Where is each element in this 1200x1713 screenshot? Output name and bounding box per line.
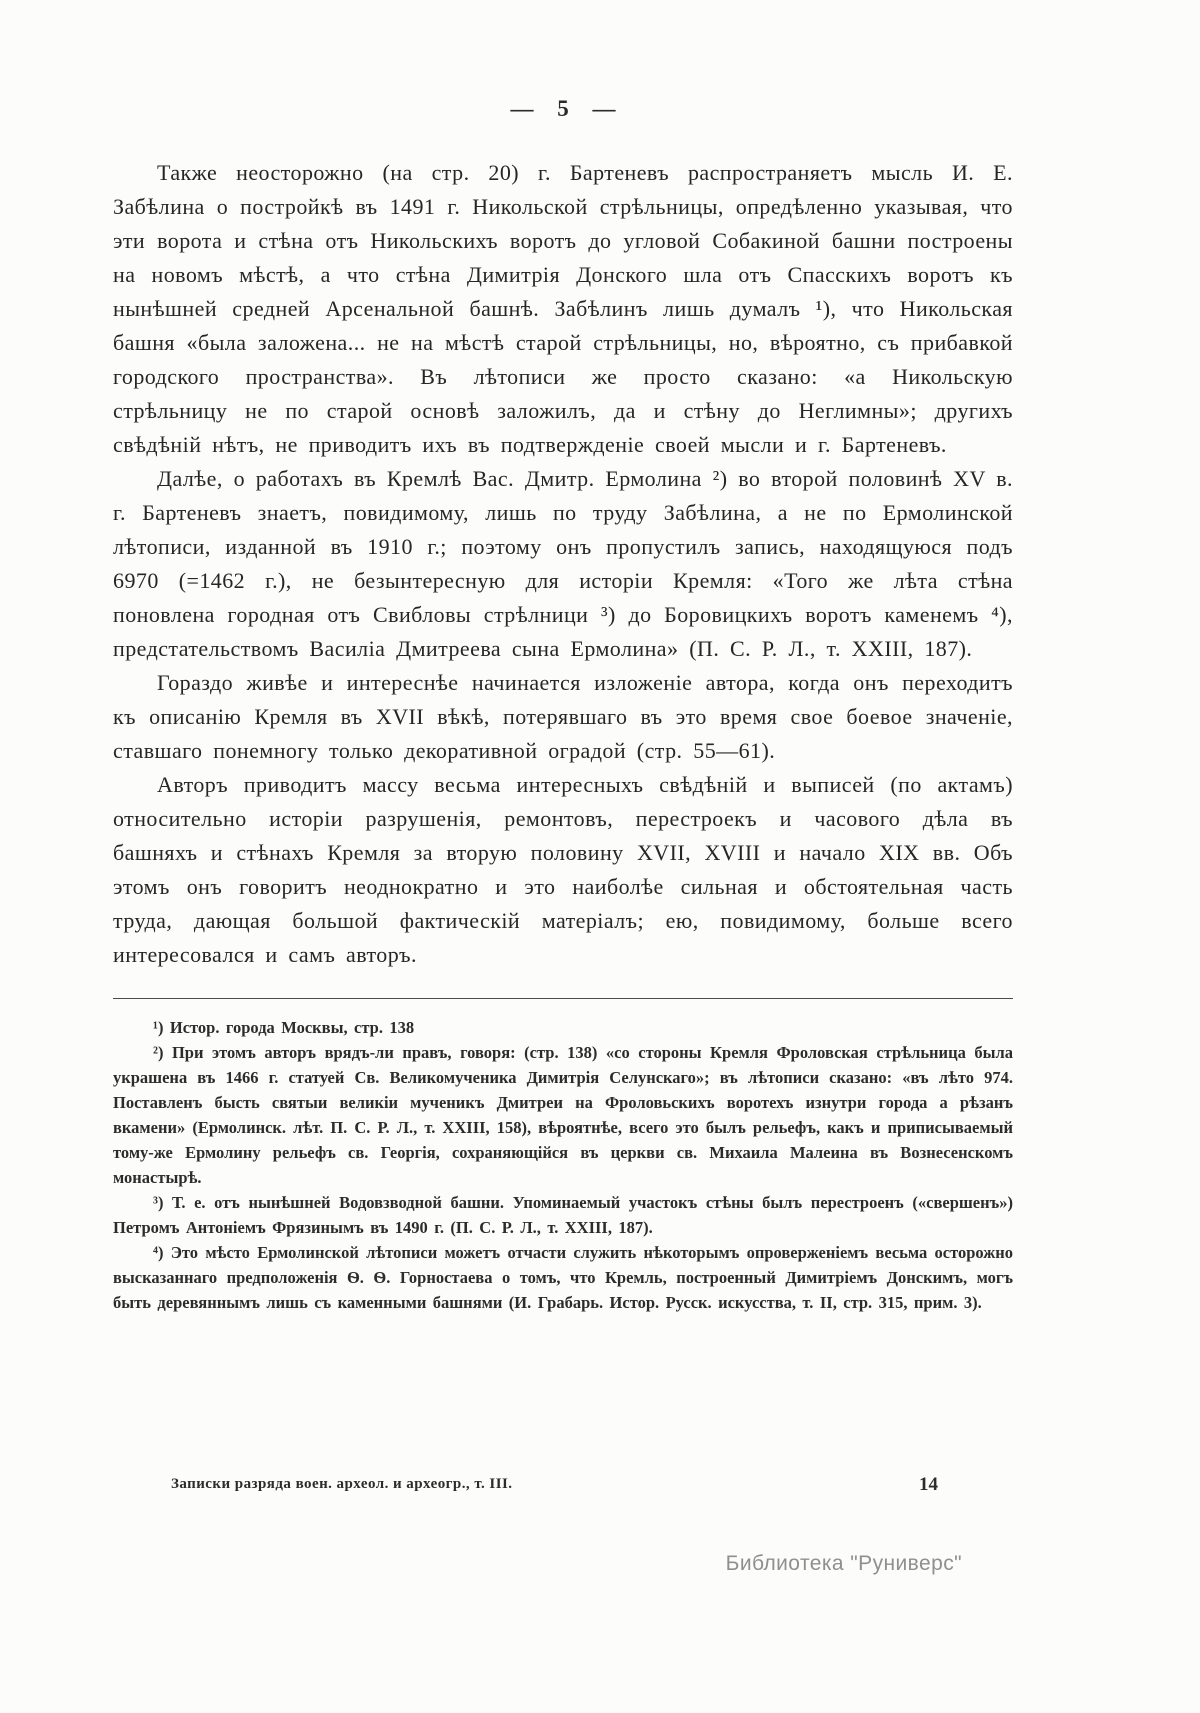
main-text — [113, 156, 1013, 972]
paragraph: Авторъ приводитъ массу весьма интересныхъ свѣдѣній и выписей (по актамъ) относительно исторіи разрушенія, ремонтовъ, перестроекъ и часового дѣла въ башняхъ и стѣнахъ Кремля за вторую половину XVII, XVIII и начало XIX вв. Объ этомъ онъ говоритъ неоднократно и это наиболѣе сильная и обстоятельная часть труда, дающая большой фактическій матеріалъ; ею, повидимому, больше всего интересовался и самъ авторъ. — [113, 772, 1013, 967]
paragraph: Гораздо живѣе и интереснѣе начинается изложеніе автора, когда онъ переходитъ къ описанію Кремля въ XVII вѣкѣ, потерявшаго въ это время свое боевое значеніе, ставшаго понемногу только декоративной оградой (стр. 55—61). — [113, 670, 1013, 763]
page-number: — 5 — — [510, 96, 616, 121]
paragraph: Далѣе, о работахъ въ Кремлѣ Вас. Дмитр. Ермолина ²) во второй половинѣ XV в. г. Бартеневъ знаетъ, повидимому, лишь по труду Забѣлина, а не по Ермолинской лѣтописи, изданной въ 1910 г.; поэтому онъ пропустилъ запись, находящуюся подъ 6970 (=1462 г.), не безынтересную для исторіи Кремля: «Того же лѣта стѣна поновлена городная отъ Свибловы стрѣлници ³) до Боровицкихъ воротъ каменемъ ⁴), предстательствомъ Василіа Дмитреева сына Ермолина» (П. С. Р. Л., т. XXIII, 187). — [113, 466, 1013, 661]
series-title: Записки разряда воен. археол. и археогр., т. III. — [171, 1476, 513, 1492]
library-watermark: Библиотека "Руниверс" — [725, 1552, 962, 1575]
sheet-number: 14 — [919, 1474, 938, 1495]
footnote: ¹) Истор. города Москвы, стр. 138 — [153, 1018, 415, 1037]
footnote: ⁴) Это мѣсто Ермолинской лѣтописи можетъ отчасти служить нѣкоторымъ опроверженіемъ весьма осторожно высказаннаго предположенія Ѳ. Ѳ. Горностаева о томъ, что Кремль, построенный Димитріемъ Донскимъ, могъ быть деревяннымъ лишь съ каменными башнями (И. Грабарь. Истор. Русск. искусства, т. II, стр. 315, прим. 3). — [113, 1243, 1013, 1312]
footnotes-section — [113, 998, 1013, 1315]
page-footer — [113, 1474, 1013, 1500]
footnote: ²) При этомъ авторъ врядъ-ли правъ, говоря: (стр. 138) «со стороны Кремля Фроловская стрѣльница была украшена въ 1466 г. статуей Св. Великомученика Димитрія Селунскаго»; въ лѣтописи сказано: «въ лѣто 974. Поставленъ бысть святыи великіи мученикъ Дмитреи на Фроловьскихъ воротехъ изнутри города а рѣзанъ вкамени» (Ермолинск. лѣт. П. С. Р. Л., т. XXIII, 158), вѣроятнѣе, всего это былъ рельефъ, какъ и приписываемый тому-же Ермолину рельефъ св. Георгія, сохраняющійся въ церкви св. Михаила Малеина въ Вознесенскомъ монастырѣ. — [113, 1043, 1013, 1187]
paragraph: Также неосторожно (на стр. 20) г. Бартеневъ распространяетъ мысль И. Е. Забѣлина о постройкѣ въ 1491 г. Никольской стрѣльницы, опредѣленно указывая, что эти ворота и стѣна отъ Никольскихъ воротъ до угловой Собакиной башни построены на новомъ мѣстѣ, а что стѣна Димитрія Донского шла отъ Спасскихъ воротъ къ нынѣшней средней Арсенальной башнѣ. Забѣлинъ лишь думалъ ¹), что Никольская башня «была заложена... не на мѣстѣ старой стрѣльницы, но, вѣроятно, съ прибавкой городского пространства». Въ лѣтописи же просто сказано: «а Никольскую стрѣльницу не по старой основѣ заложилъ, да и стѣну до Неглимны»; другихъ свѣдѣній нѣтъ, не приводитъ ихъ въ подтвержденіе своей мысли и г. Бартеневъ. — [113, 160, 1013, 457]
footnote: ³) Т. е. отъ нынѣшней Водовзводной башни. Упоминаемый участокъ стѣны былъ перестроенъ («свершенъ») Петромъ Антоніемъ Фрязинымъ въ 1490 г. (П. С. Р. Л., т. XXIII, 187). — [113, 1193, 1013, 1237]
page-content — [113, 96, 1013, 1315]
